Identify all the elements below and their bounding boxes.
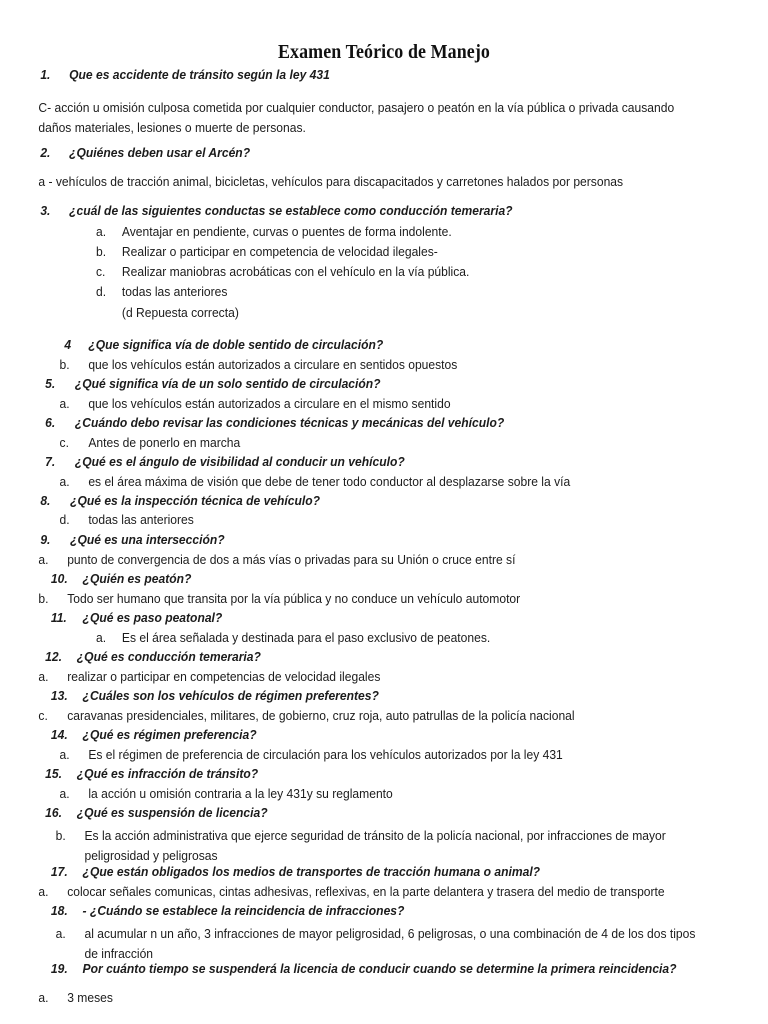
question-text: ¿Qué es paso peatonal? (82, 611, 223, 625)
answer-item (0, 671, 737, 684)
answer-text: Realizar maniobras acrobáticas con el vehículo en la vía pública. (121, 265, 470, 279)
question-item (0, 495, 737, 508)
answer-text: Realizar o participar en competencia de velocidad ilegales- (121, 245, 438, 259)
answer-text: todas las anteriores (121, 285, 228, 299)
question-marker: 16. (45, 806, 62, 820)
question-marker: 7. (45, 455, 56, 469)
question-marker: 12. (45, 650, 62, 664)
question-marker: 5. (45, 377, 56, 391)
answer-item (0, 632, 737, 645)
question-text: ¿Que están obligados los medios de transportes de tracción humana o animal? (82, 865, 541, 879)
answer-item (0, 827, 737, 866)
answer-marker: a. (38, 885, 49, 899)
question-text: ¿Cuáles son los vehículos de régimen preferentes? (82, 689, 379, 703)
answer-text: que los vehículos están autorizados a circulare en sentidos opuestos (88, 358, 458, 372)
answer-text: Es el área señalada y destinada para el paso exclusivo de peatones. (121, 631, 491, 645)
question-marker: 10. (50, 572, 68, 586)
answer-text: caravanas presidenciales, militares, de gobierno, cruz roja, auto patrullas de la policía nacional (67, 709, 575, 723)
answer-item (0, 992, 737, 1005)
answer-marker: a. (59, 787, 70, 801)
answer-marker: a. (38, 670, 49, 684)
question-item (0, 69, 737, 82)
question-text: ¿Qué es conducción temeraria? (76, 650, 261, 664)
answer-item (0, 359, 737, 372)
answer-item (0, 925, 737, 964)
correct-answer-note (0, 307, 737, 320)
answer-text: que los vehículos están autorizados a circulare en el mismo sentido (88, 397, 451, 411)
question-item (0, 651, 737, 664)
answer-marker: c. (96, 265, 106, 279)
question-item (0, 690, 737, 703)
answer-item (0, 886, 737, 899)
question-item (0, 456, 737, 469)
answer-text: Antes de ponerlo en marcha (88, 436, 241, 450)
answer-text: Es el régimen de preferencia de circulación para los vehículos autorizados por la ley 431 (88, 748, 563, 762)
question-text: ¿Qué es una intersección? (70, 533, 225, 547)
answer-item (0, 226, 737, 239)
answer-marker: a. (96, 225, 107, 239)
answer-item (0, 710, 737, 723)
answer-item (0, 476, 737, 489)
question-text: ¿Qué es infracción de tránsito? (76, 767, 259, 781)
answer-marker: a. (59, 748, 70, 762)
question-marker: 6. (45, 416, 56, 430)
answer-marker: b. (38, 592, 49, 606)
question-text: ¿Qué es el ángulo de visibilidad al conducir un vehículo? (74, 455, 405, 469)
answer-text: es el área máxima de visión que debe de tener todo conductor al desplazarse sobre la vía (88, 475, 571, 489)
answer-item (0, 554, 737, 567)
question-marker: 8. (40, 494, 51, 508)
answer-paragraph (0, 176, 737, 189)
answer-marker: a. (59, 397, 70, 411)
answer-text: 3 meses (67, 991, 113, 1005)
answer-marker: b. (59, 358, 70, 372)
question-marker: 19. (50, 962, 68, 976)
answer-text: a - vehículos de tracción animal, bicicletas, vehículos para discapacitados y carretones halados por personas (38, 175, 624, 189)
question-item (0, 378, 737, 391)
question-text: ¿Qué significa vía de un solo sentido de circulación? (74, 377, 381, 391)
answer-marker: a. (55, 927, 66, 941)
answer-marker: b. (96, 245, 107, 259)
answer-item (0, 246, 737, 259)
question-text: Que es accidente de tránsito según la ley 431 (69, 68, 330, 82)
answer-marker: c. (59, 436, 69, 450)
answer-item (0, 514, 737, 527)
question-item (0, 768, 737, 781)
answer-text: colocar señales comunicas, cintas adhesivas, reflexivas, en la parte delantera y trasera del medio de transporte (67, 885, 665, 899)
answer-text: punto de convergencia de dos a más vías o privadas para su Unión o cruce entre sí (67, 553, 516, 567)
answer-marker: a. (96, 631, 107, 645)
question-text: ¿Qué es la inspección técnica de vehículo? (70, 494, 321, 508)
question-marker: 17. (50, 865, 68, 879)
answer-text: C- acción u omisión culposa cometida por cualquier conductor, pasajero o peatón en la vía pública o privada causando daños materiales, lesiones o muerte de personas. (38, 101, 675, 136)
question-marker: 18. (50, 904, 68, 918)
question-marker: 13. (50, 689, 68, 703)
question-text: Por cuánto tiempo se suspenderá la licencia de conducir cuando se determine la primera reincidencia? (82, 962, 677, 976)
answer-text: todas las anteriores (88, 513, 194, 527)
answer-item (0, 749, 737, 762)
answer-text: Es la acción administrativa que ejerce seguridad de tránsito de la policía nacional, por infracciones de mayor peligrosidad y peligrosas (84, 829, 666, 863)
question-item (0, 573, 737, 586)
answer-marker: c. (38, 709, 48, 723)
answer-paragraph (0, 98, 737, 139)
answer-marker: a. (59, 475, 70, 489)
question-text: ¿Cuándo debo revisar las condiciones técnicas y mecánicas del vehículo? (74, 416, 505, 430)
question-marker: 3. (40, 204, 51, 218)
question-item (0, 612, 737, 625)
question-marker: 15. (45, 767, 62, 781)
question-text: - ¿Cuándo se establece la reincidencia de infracciones? (82, 904, 405, 918)
question-item (0, 534, 737, 547)
question-item (0, 205, 737, 218)
answer-marker: a. (38, 553, 49, 567)
answer-marker: d. (59, 513, 70, 527)
question-marker: 14. (50, 728, 68, 742)
question-item (0, 729, 737, 742)
answer-text: realizar o participar en competencias de velocidad ilegales (67, 670, 381, 684)
question-text: ¿Que significa vía de doble sentido de circulación? (88, 338, 384, 352)
answer-item (0, 286, 737, 299)
page-title: Examen Teórico de Manejo (277, 42, 490, 63)
question-marker: 11. (50, 611, 67, 625)
answer-item (0, 398, 737, 411)
question-item (0, 905, 737, 918)
answer-marker: b. (55, 829, 66, 843)
answer-marker: d. (96, 285, 107, 299)
answer-marker: a. (38, 991, 49, 1005)
answer-item (0, 593, 737, 606)
question-item (0, 417, 737, 430)
question-item (0, 807, 737, 820)
question-item (0, 339, 737, 352)
question-text: ¿Qué es régimen preferencia? (82, 728, 257, 742)
question-text: ¿cuál de las siguientes conductas se establece como conducción temeraria? (69, 204, 513, 218)
answer-item (0, 788, 737, 801)
question-marker: 9. (40, 533, 51, 547)
answer-item (0, 266, 737, 279)
answer-text: al acumular n un año, 3 infracciones de mayor peligrosidad, 6 peligrosas, o una combinación de 4 de los dos tipos de infracción (84, 927, 696, 961)
question-text: ¿Quiénes deben usar el Arcén? (69, 146, 251, 160)
question-item (0, 866, 737, 879)
note-text: (d Repuesta correcta) (121, 306, 239, 320)
answer-text: la acción u omisión contraria a la ley 431y su reglamento (88, 787, 393, 801)
answer-text: Todo ser humano que transita por la vía pública y no conduce un vehículo automotor (67, 592, 521, 606)
question-item (0, 147, 737, 160)
question-text: ¿Quién es peatón? (82, 572, 192, 586)
question-marker: 4 (64, 338, 72, 352)
question-marker: 2. (40, 146, 51, 160)
question-text: ¿Qué es suspensión de licencia? (76, 806, 268, 820)
question-item (0, 963, 737, 976)
answer-text: Aventajar en pendiente, curvas o puentes de forma indolente. (121, 225, 452, 239)
question-marker: 1. (40, 68, 51, 82)
answer-item (0, 437, 737, 450)
